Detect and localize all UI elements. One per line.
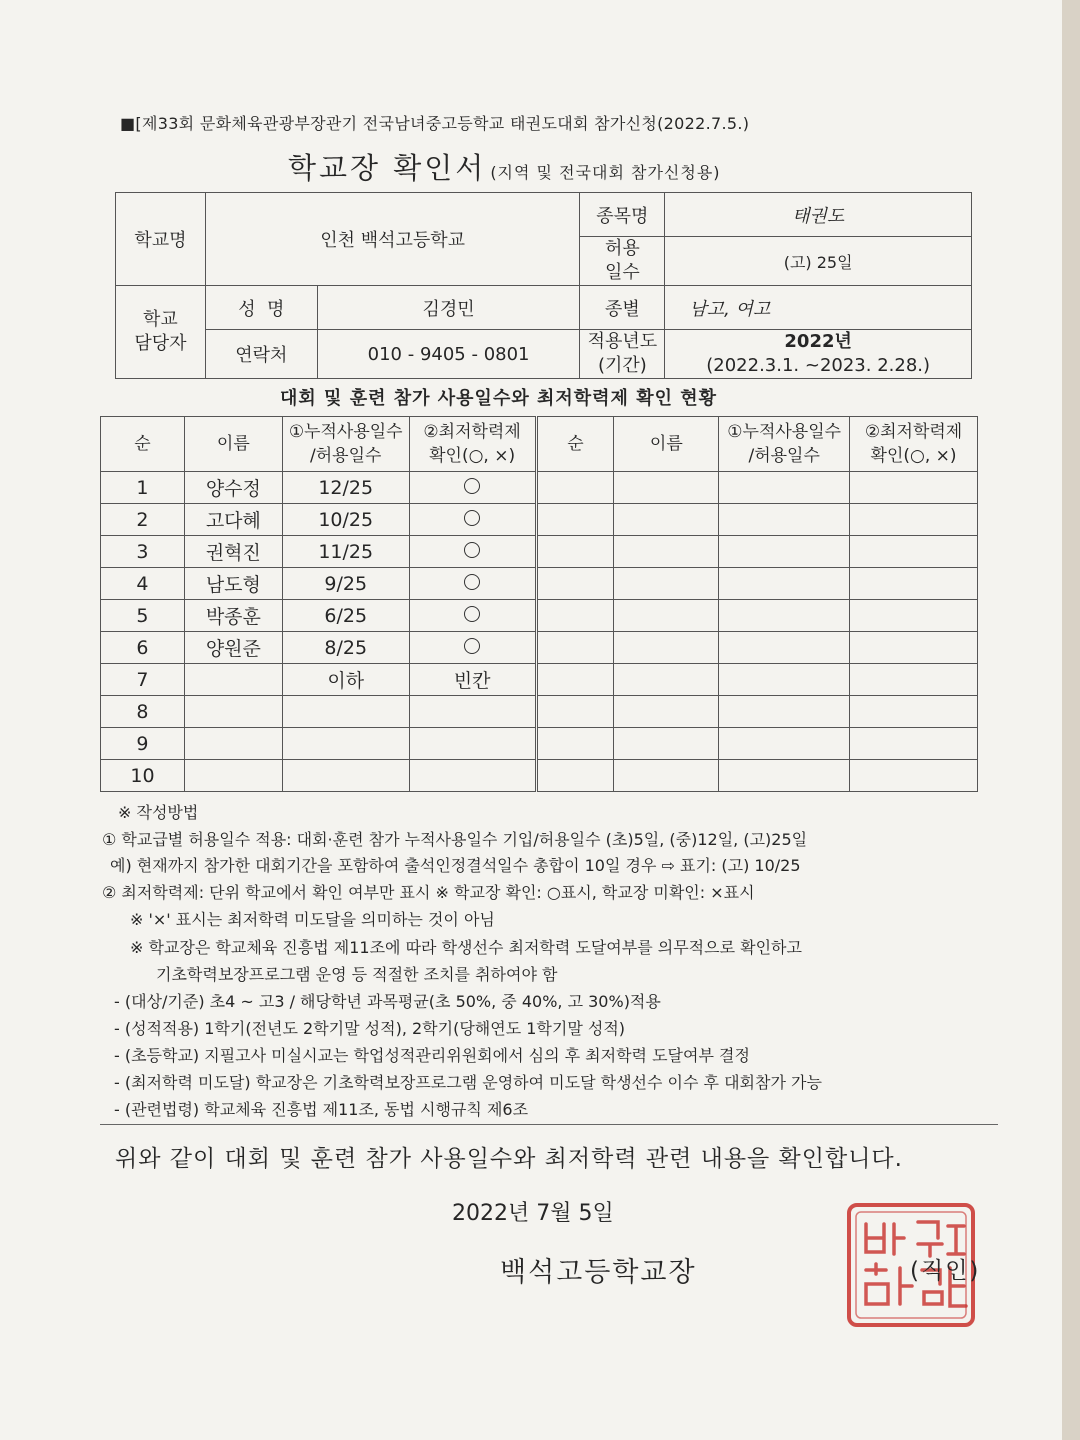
note-line-2: 예) 현재까지 참가한 대회기간을 포함하여 출석인정결석일수 총합이 10일 경우 ⇨ 표기: (고) 10/25 bbox=[110, 856, 801, 875]
row-no-right bbox=[536, 728, 614, 760]
row-days bbox=[282, 696, 409, 728]
table-row bbox=[101, 504, 978, 536]
row-no: 9 bbox=[101, 728, 185, 760]
name-value: 김경민 bbox=[317, 286, 580, 330]
period-value: (2022.3.1. ~2023. 2.28.) bbox=[706, 355, 931, 376]
row-days-right bbox=[719, 504, 850, 536]
row-name-right bbox=[614, 728, 719, 760]
title-sub: (지역 및 전국대회 참가신청용) bbox=[490, 163, 721, 182]
year-label bbox=[580, 330, 665, 379]
manager-label bbox=[116, 286, 206, 379]
row-check-right bbox=[850, 696, 978, 728]
contact-value: 010 - 9405 - 0801 bbox=[317, 330, 580, 379]
document-title bbox=[288, 146, 721, 187]
note-line-11: - (관련법령) 학교체육 진흥법 제11조, 동법 시행규칙 제6조 bbox=[114, 1100, 529, 1119]
row-no: 5 bbox=[101, 600, 185, 632]
usage-table bbox=[100, 416, 978, 792]
row-name: 양원준 bbox=[184, 632, 282, 664]
row-days: 10/25 bbox=[282, 504, 409, 536]
table-row bbox=[101, 600, 978, 632]
table-row bbox=[101, 472, 978, 504]
row-check-right bbox=[850, 760, 978, 792]
row-name: 고다혜 bbox=[184, 504, 282, 536]
note-line-3: ② 최저학력제: 단위 학교에서 확인 여부만 표시 ※ 학교장 확인: ○표시, 학교장 미확인: ×표시 bbox=[102, 883, 755, 902]
row-no: 2 bbox=[101, 504, 185, 536]
header-days-right-2: /허용일수 bbox=[748, 446, 820, 466]
row-days-right bbox=[719, 536, 850, 568]
row-check-right bbox=[850, 664, 978, 696]
category-label: 종별 bbox=[580, 286, 665, 330]
row-no-right bbox=[536, 568, 614, 600]
row-name bbox=[184, 664, 282, 696]
event-label: 종목명 bbox=[580, 193, 665, 237]
row-name: 양수정 bbox=[184, 472, 282, 504]
table-row bbox=[101, 760, 978, 792]
header-min-left-1: ②최저학력제 bbox=[423, 422, 521, 442]
circle-mark-icon bbox=[464, 574, 480, 590]
row-name bbox=[184, 696, 282, 728]
header-name-left: 이름 bbox=[184, 417, 282, 472]
note-line-5: ※ 학교장은 학교체육 진흥법 제11조에 따라 학생선수 최저학력 도달여부를 의무적으로 확인하고 bbox=[130, 938, 802, 957]
header-days-left-2: /허용일수 bbox=[310, 446, 382, 466]
row-check-right bbox=[850, 536, 978, 568]
row-check bbox=[409, 632, 536, 664]
row-no-right bbox=[536, 664, 614, 696]
note-line-10: - (최저학력 미도달) 학교장은 기초학력보장프로그램 운영하여 미도달 학생선수 이수 후 대회참가 가능 bbox=[114, 1073, 822, 1092]
row-days-right bbox=[719, 568, 850, 600]
manager-label-1: 학교 bbox=[143, 309, 178, 330]
name-label: 성 명 bbox=[205, 286, 317, 330]
row-no: 6 bbox=[101, 632, 185, 664]
header-name-right: 이름 bbox=[614, 417, 719, 472]
header-no-left: 순 bbox=[101, 417, 185, 472]
title-main: 학교장 확인서 bbox=[288, 151, 487, 185]
issue-date: 2022년 7월 5일 bbox=[452, 1201, 614, 1226]
row-days-right bbox=[719, 728, 850, 760]
header-days-left bbox=[282, 417, 409, 472]
row-days-right bbox=[719, 760, 850, 792]
year-value: 2022년 bbox=[784, 331, 852, 352]
row-no-right bbox=[536, 696, 614, 728]
header-min-left-2: 확인(○, ×) bbox=[429, 446, 516, 466]
year-label-2: (기간) bbox=[597, 355, 647, 376]
row-check-right bbox=[850, 728, 978, 760]
row-name bbox=[184, 760, 282, 792]
row-name: 박종훈 bbox=[184, 600, 282, 632]
row-no: 1 bbox=[101, 472, 185, 504]
note-line-8: - (성적적용) 1학기(전년도 2학기말 성적), 2학기(당해연도 1학기말 성적) bbox=[114, 1019, 626, 1038]
school-info-table bbox=[115, 192, 972, 379]
table-row bbox=[101, 632, 978, 664]
row-days-right bbox=[719, 472, 850, 504]
note-line-6: 기초학력보장프로그램 운영 등 적절한 조치를 취하여야 함 bbox=[156, 965, 558, 984]
divider bbox=[100, 1124, 998, 1125]
row-no: 10 bbox=[101, 760, 185, 792]
row-name-right bbox=[614, 504, 719, 536]
row-check-right bbox=[850, 600, 978, 632]
contact-label: 연락처 bbox=[205, 330, 317, 379]
row-check bbox=[409, 504, 536, 536]
school-label: 학교명 bbox=[116, 193, 206, 286]
allowed-days-value: (고) 25일 bbox=[665, 237, 972, 286]
row-name-right bbox=[614, 472, 719, 504]
allowed-days-label-1: 허용 bbox=[604, 238, 640, 259]
row-name-right bbox=[614, 536, 719, 568]
note-line-9: - (초등학교) 지필고사 미실시교는 학업성적관리위원회에서 심의 후 최저학력 도달여부 결정 bbox=[114, 1046, 750, 1065]
row-no: 8 bbox=[101, 696, 185, 728]
row-check-right bbox=[850, 504, 978, 536]
row-no: 3 bbox=[101, 536, 185, 568]
circle-mark-icon bbox=[464, 638, 480, 654]
row-check bbox=[409, 600, 536, 632]
header-line: ■[제33회 문화체육관광부장관기 전국남녀중고등학교 태권도대회 참가신청(2022.7.5.) bbox=[120, 114, 750, 133]
confirmation-text: 위와 같이 대회 및 훈련 참가 사용일수와 최저학력 관련 내용을 확인합니다. bbox=[115, 1146, 903, 1172]
school-value: 인천 백석고등학교 bbox=[205, 193, 580, 286]
row-days: 11/25 bbox=[282, 536, 409, 568]
table-row bbox=[101, 728, 978, 760]
row-name bbox=[184, 728, 282, 760]
row-name-right bbox=[614, 696, 719, 728]
row-name-right bbox=[614, 568, 719, 600]
table-row bbox=[101, 664, 978, 696]
year-value-cell bbox=[665, 330, 972, 379]
row-no: 4 bbox=[101, 568, 185, 600]
row-days bbox=[282, 760, 409, 792]
row-days: 12/25 bbox=[282, 472, 409, 504]
allowed-days-label bbox=[580, 237, 665, 286]
principal-title: 백석고등학교장 bbox=[500, 1257, 697, 1288]
row-check: 빈칸 bbox=[409, 664, 536, 696]
header-min-right-2: 확인(○, ×) bbox=[870, 446, 957, 466]
row-days: 9/25 bbox=[282, 568, 409, 600]
header-min-right bbox=[850, 417, 978, 472]
row-check bbox=[409, 760, 536, 792]
row-name: 권혁진 bbox=[184, 536, 282, 568]
row-no-right bbox=[536, 632, 614, 664]
table-row bbox=[101, 568, 978, 600]
header-no-right: 순 bbox=[536, 417, 614, 472]
table-row bbox=[101, 536, 978, 568]
header-days-left-1: ①누적사용일수 bbox=[288, 422, 403, 442]
circle-mark-icon bbox=[464, 510, 480, 526]
section-title: 대회 및 훈련 참가 사용일수와 최저학력제 확인 현황 bbox=[280, 388, 718, 409]
row-days-right bbox=[719, 632, 850, 664]
row-days-right bbox=[719, 696, 850, 728]
circle-mark-icon bbox=[464, 542, 480, 558]
row-days-right bbox=[719, 664, 850, 696]
row-name-right bbox=[614, 664, 719, 696]
row-check bbox=[409, 536, 536, 568]
row-no: 7 bbox=[101, 664, 185, 696]
row-no-right bbox=[536, 536, 614, 568]
header-min-right-1: ②최저학력제 bbox=[864, 422, 963, 442]
row-days: 6/25 bbox=[282, 600, 409, 632]
row-check bbox=[409, 696, 536, 728]
row-check bbox=[409, 472, 536, 504]
row-name-right bbox=[614, 600, 719, 632]
row-name-right bbox=[614, 760, 719, 792]
row-name-right bbox=[614, 632, 719, 664]
seal-label: (직인) bbox=[910, 1258, 981, 1284]
manager-label-2: 담당자 bbox=[134, 333, 187, 354]
background-surface bbox=[1062, 0, 1080, 1440]
row-check-right bbox=[850, 472, 978, 504]
row-no-right bbox=[536, 760, 614, 792]
header-days-right bbox=[719, 417, 850, 472]
circle-mark-icon bbox=[464, 478, 480, 494]
row-check-right bbox=[850, 568, 978, 600]
row-check bbox=[409, 568, 536, 600]
category-value: 남고, 여고 bbox=[665, 286, 972, 330]
notes-heading: ※ 작성방법 bbox=[118, 803, 199, 822]
row-check bbox=[409, 728, 536, 760]
row-days bbox=[282, 728, 409, 760]
row-days: 8/25 bbox=[282, 632, 409, 664]
row-no-right bbox=[536, 472, 614, 504]
row-no-right bbox=[536, 504, 614, 536]
allowed-days-label-2: 일수 bbox=[604, 262, 640, 283]
event-value: 태권도 bbox=[665, 193, 972, 237]
table-row bbox=[101, 696, 978, 728]
header-days-right-1: ①누적사용일수 bbox=[727, 422, 842, 442]
year-label-1: 적용년도 bbox=[587, 331, 658, 352]
note-line-4: ※ '×' 표시는 최저학력 미도달을 의미하는 것이 아님 bbox=[130, 910, 495, 929]
note-line-7: - (대상/기준) 초4 ~ 고3 / 해당학년 과목평균(초 50%, 중 40%, 고 30%)적용 bbox=[114, 992, 661, 1011]
row-name: 남도형 bbox=[184, 568, 282, 600]
row-days-right bbox=[719, 600, 850, 632]
row-days: 이하 bbox=[282, 664, 409, 696]
note-line-1: ① 학교급별 허용일수 적용: 대회·훈련 참가 누적사용일수 기입/허용일수 (초)5일, (중)12일, (고)25일 bbox=[102, 830, 808, 849]
row-check-right bbox=[850, 632, 978, 664]
row-no-right bbox=[536, 600, 614, 632]
circle-mark-icon bbox=[464, 606, 480, 622]
header-min-left bbox=[409, 417, 536, 472]
